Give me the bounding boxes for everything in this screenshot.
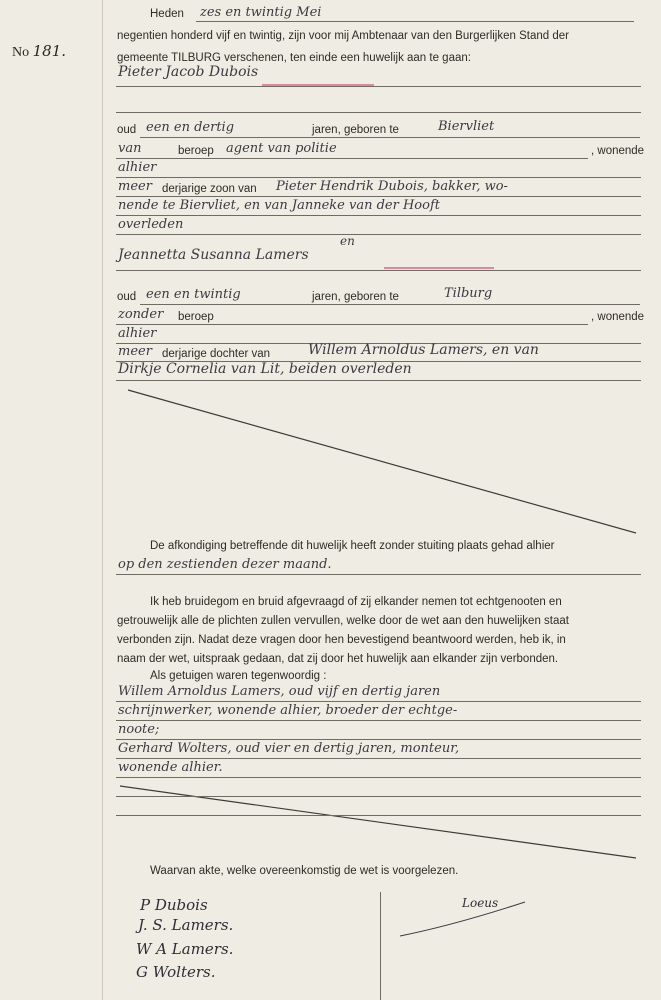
printed-para-1: Ik heb bruidegom en bruid afgevraagd of zij elkander nemen tot echtgenooten en [150,596,562,608]
witness2-line1: Gerhard Wolters, oud vier en dertig jaren, monteur, [118,741,460,756]
signature-witness-1: W A Lamers. [136,940,234,958]
record-number-label: No [12,45,30,60]
groom-residence: alhier [118,160,157,175]
official-flourish-stroke [400,902,525,936]
groom-name: Pieter Jacob Dubois [118,64,259,80]
witness2-line2: wonende alhier. [118,760,223,775]
bride-parents-2: Dirkje Cornelia van Lit, beiden overleden [118,361,412,377]
groom-occupation: agent van politie [226,141,337,156]
signature-official: Loeus [462,896,499,910]
printed-zoon: derjarige zoon van [162,183,257,195]
groom-birthplace: Biervliet [438,119,495,134]
printed-para-3: verbonden zijn. Nadat deze vragen door hen bevestigend beantwoord werden, heb ik, in [117,634,566,646]
printed-jaren-1: jaren, geboren te [312,124,399,136]
printed-para-4: naam der wet, uitspraak gedaan, dat zij door het huwelijk aan elkander zijn verbonden. [117,653,559,665]
bride-beroep-prefix: zonder [118,307,164,322]
groom-parents-1: Pieter Hendrik Dubois, bakker, wo- [276,179,508,194]
witness1-line2: schrijnwerker, wonende alhier, broeder der echtge- [118,703,458,718]
signature-witness-2: G Wolters. [136,963,216,981]
groom-parents-3: overleden [118,217,184,232]
groom-age: een en dertig [146,120,235,135]
marriage-date: zes en twintig Mei [200,5,322,20]
bride-residence: alhier [118,326,157,341]
printed-getuigen: Als getuigen waren tegenwoordig : [150,670,327,682]
connector-en: en [340,234,355,248]
printed-wonende-1: , wonende [591,145,645,157]
proclamation-date: op den zestienden dezer maand. [118,557,332,572]
signature-bride: J. S. Lamers. [138,916,234,934]
bride-name: Jeannetta Susanna Lamers [118,247,309,263]
printed-dochter: derjarige dochter van [162,348,271,360]
groom-status: meer [118,179,152,194]
bride-parents-1: Willem Arnoldus Lamers, en van [308,342,539,358]
printed-negentien: negentien honderd vijf en twintig, zijn voor mij Ambtenaar van den Burgerlijken Stand der [117,30,569,42]
printed-waarvan: Waarvan akte, welke overeenkomstig de wet is voorgelezen. [150,865,459,877]
groom-beroep-prefix: van [118,141,142,156]
witness1-line1: Willem Arnoldus Lamers, oud vijf en dertig jaren [118,684,441,699]
bride-birthplace: Tilburg [444,286,493,301]
printed-oud-1: oud [117,124,137,136]
signature-groom: P Dubois [140,896,208,914]
printed-wonende-2: , wonende [591,311,645,323]
printed-jaren-2: jaren, geboren te [312,291,399,303]
printed-beroep-2: beroep [178,311,214,323]
printed-gemeente: gemeente TILBURG verschenen, ten einde een huwelijk aan te gaan: [117,52,471,64]
printed-heden: Heden [150,8,184,20]
printed-beroep-1: beroep [178,145,214,157]
printed-afkondiging: De afkondiging betreffende dit huwelijk heeft zonder stuiting plaats gehad alhier [150,540,555,552]
record-number-value: 181. [32,42,67,60]
witness1-line3: noote; [118,722,160,737]
bride-status: meer [118,344,152,359]
bride-age: een en twintig [146,287,241,302]
groom-parents-2: nende te Biervliet, en van Janneke van der Hooft [118,198,440,213]
printed-oud-2: oud [117,291,137,303]
printed-para-2: getrouwelijk alle de plichten zullen vervullen, welke door de wet aan den huwelijken staat [117,615,569,627]
